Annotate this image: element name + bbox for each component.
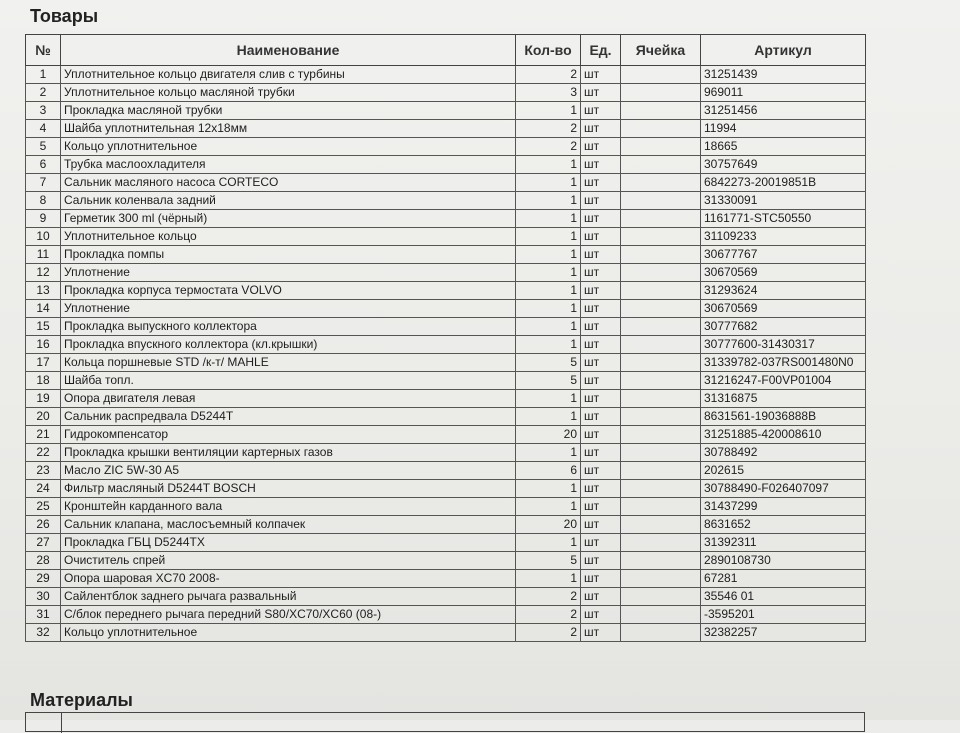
row-num: 19 xyxy=(26,390,61,408)
row-name: Фильтр масляный D5244T BOSCH xyxy=(61,480,516,498)
row-article: 31339782-037RS001480N0 xyxy=(701,354,866,372)
table-row xyxy=(26,390,866,408)
row-qty: 5 xyxy=(516,552,581,570)
row-unit: шт xyxy=(581,120,621,138)
row-article: 30677767 xyxy=(701,246,866,264)
row-unit: шт xyxy=(581,372,621,390)
row-article: -3595201 xyxy=(701,606,866,624)
row-unit: шт xyxy=(581,498,621,516)
row-num: 21 xyxy=(26,426,61,444)
row-unit: шт xyxy=(581,588,621,606)
row-qty: 5 xyxy=(516,354,581,372)
row-cell xyxy=(621,264,701,282)
row-unit: шт xyxy=(581,228,621,246)
row-unit: шт xyxy=(581,210,621,228)
row-name: Прокладка впускного коллектора (кл.крышки) xyxy=(61,336,516,354)
row-article: 31437299 xyxy=(701,498,866,516)
table-row xyxy=(26,210,866,228)
row-qty: 1 xyxy=(516,156,581,174)
table-row xyxy=(26,282,866,300)
row-num: 26 xyxy=(26,516,61,534)
row-qty: 6 xyxy=(516,462,581,480)
row-qty: 2 xyxy=(516,66,581,84)
row-num: 25 xyxy=(26,498,61,516)
table-row xyxy=(26,336,866,354)
row-cell xyxy=(621,552,701,570)
row-num: 27 xyxy=(26,534,61,552)
row-article: 67281 xyxy=(701,570,866,588)
table-row xyxy=(26,498,866,516)
row-article: 31293624 xyxy=(701,282,866,300)
row-unit: шт xyxy=(581,138,621,156)
row-num: 32 xyxy=(26,624,61,642)
row-article: 31251885-420008610 xyxy=(701,426,866,444)
row-article: 31330091 xyxy=(701,192,866,210)
row-article: 35546 01 xyxy=(701,588,866,606)
row-cell xyxy=(621,174,701,192)
row-num: 1 xyxy=(26,66,61,84)
table-row xyxy=(26,444,866,462)
row-cell xyxy=(621,498,701,516)
row-unit: шт xyxy=(581,390,621,408)
row-cell xyxy=(621,354,701,372)
table-row xyxy=(26,300,866,318)
row-qty: 1 xyxy=(516,570,581,588)
row-article: 30777682 xyxy=(701,318,866,336)
row-cell xyxy=(621,66,701,84)
row-name: Уплотнение xyxy=(61,300,516,318)
table-row xyxy=(26,246,866,264)
row-name: Прокладка выпускного коллектора xyxy=(61,318,516,336)
row-num: 20 xyxy=(26,408,61,426)
row-name: Сальник коленвала задний xyxy=(61,192,516,210)
row-name: Уплотнительное кольцо xyxy=(61,228,516,246)
row-cell xyxy=(621,318,701,336)
table-row xyxy=(26,120,866,138)
row-qty: 20 xyxy=(516,426,581,444)
row-cell xyxy=(621,336,701,354)
row-num: 4 xyxy=(26,120,61,138)
row-name: Прокладка ГБЦ D5244TX xyxy=(61,534,516,552)
row-name: Кронштейн карданного вала xyxy=(61,498,516,516)
row-unit: шт xyxy=(581,354,621,372)
row-unit: шт xyxy=(581,102,621,120)
table-row xyxy=(26,426,866,444)
row-cell xyxy=(621,120,701,138)
table-row xyxy=(26,84,866,102)
row-num: 8 xyxy=(26,192,61,210)
row-unit: шт xyxy=(581,408,621,426)
header-unit: Ед. xyxy=(581,35,621,66)
table-row xyxy=(26,480,866,498)
row-name: Сайлентблок заднего рычага развальный xyxy=(61,588,516,606)
row-article: 32382257 xyxy=(701,624,866,642)
row-num: 3 xyxy=(26,102,61,120)
row-qty: 1 xyxy=(516,444,581,462)
table-row xyxy=(26,588,866,606)
row-cell xyxy=(621,246,701,264)
table-row xyxy=(26,192,866,210)
row-cell xyxy=(621,192,701,210)
row-cell xyxy=(621,408,701,426)
row-name: Гидрокомпенсатор xyxy=(61,426,516,444)
row-qty: 2 xyxy=(516,138,581,156)
row-num: 18 xyxy=(26,372,61,390)
row-num: 13 xyxy=(26,282,61,300)
row-name: Масло ZIC 5W-30 A5 xyxy=(61,462,516,480)
row-article: 30670569 xyxy=(701,264,866,282)
row-qty: 1 xyxy=(516,480,581,498)
row-article: 2890108730 xyxy=(701,552,866,570)
goods-table xyxy=(25,34,866,642)
row-num: 24 xyxy=(26,480,61,498)
header-article: Артикул xyxy=(701,35,866,66)
row-name: Кольца поршневые STD /к-т/ MAHLE xyxy=(61,354,516,372)
row-cell xyxy=(621,570,701,588)
row-qty: 2 xyxy=(516,606,581,624)
row-qty: 5 xyxy=(516,372,581,390)
row-article: 30788490-F026407097 xyxy=(701,480,866,498)
row-cell xyxy=(621,444,701,462)
table-row xyxy=(26,606,866,624)
row-name: Трубка маслоохладителя xyxy=(61,156,516,174)
row-name: Кольцо уплотнительное xyxy=(61,624,516,642)
row-num: 30 xyxy=(26,588,61,606)
row-cell xyxy=(621,156,701,174)
row-name: С/блок переднего рычага передний S80/XC70/XC60 (08-) xyxy=(61,606,516,624)
table-row xyxy=(26,138,866,156)
row-article: 18665 xyxy=(701,138,866,156)
row-num: 29 xyxy=(26,570,61,588)
row-unit: шт xyxy=(581,480,621,498)
row-unit: шт xyxy=(581,282,621,300)
row-qty: 2 xyxy=(516,588,581,606)
row-unit: шт xyxy=(581,570,621,588)
table-row xyxy=(26,66,866,84)
table-row xyxy=(26,372,866,390)
row-num: 6 xyxy=(26,156,61,174)
row-article: 31251456 xyxy=(701,102,866,120)
row-unit: шт xyxy=(581,462,621,480)
goods-table-body xyxy=(26,66,866,642)
row-article: 11994 xyxy=(701,120,866,138)
table-row xyxy=(26,174,866,192)
row-qty: 3 xyxy=(516,84,581,102)
table-row xyxy=(26,264,866,282)
header-cell: Ячейка xyxy=(621,35,701,66)
row-qty: 1 xyxy=(516,534,581,552)
row-name: Прокладка корпуса термостата VOLVO xyxy=(61,282,516,300)
table-row xyxy=(26,318,866,336)
header-num: № xyxy=(26,35,61,66)
row-qty: 1 xyxy=(516,264,581,282)
row-name: Уплотнение xyxy=(61,264,516,282)
row-name: Шайба топл. xyxy=(61,372,516,390)
row-name: Прокладка масляной трубки xyxy=(61,102,516,120)
materials-section-title: Материалы xyxy=(30,690,133,710)
row-cell xyxy=(621,228,701,246)
row-article: 969011 xyxy=(701,84,866,102)
row-num: 7 xyxy=(26,174,61,192)
row-qty: 1 xyxy=(516,408,581,426)
row-num: 14 xyxy=(26,300,61,318)
row-num: 23 xyxy=(26,462,61,480)
row-qty: 1 xyxy=(516,318,581,336)
row-unit: шт xyxy=(581,318,621,336)
row-qty: 1 xyxy=(516,336,581,354)
row-qty: 2 xyxy=(516,624,581,642)
row-cell xyxy=(621,390,701,408)
row-article: 31216247-F00VP01004 xyxy=(701,372,866,390)
row-cell xyxy=(621,534,701,552)
row-unit: шт xyxy=(581,624,621,642)
row-cell xyxy=(621,372,701,390)
table-row xyxy=(26,552,866,570)
goods-section-title: Товары xyxy=(30,6,99,26)
row-unit: шт xyxy=(581,606,621,624)
row-cell xyxy=(621,300,701,318)
table-row xyxy=(26,570,866,588)
table-row xyxy=(26,156,866,174)
row-cell xyxy=(621,516,701,534)
row-article: 31251439 xyxy=(701,66,866,84)
row-article: 1161771-STC50550 xyxy=(701,210,866,228)
row-unit: шт xyxy=(581,516,621,534)
row-num: 15 xyxy=(26,318,61,336)
materials-table xyxy=(25,712,865,732)
row-qty: 1 xyxy=(516,390,581,408)
row-num: 2 xyxy=(26,84,61,102)
row-name: Уплотнительное кольцо масляной трубки xyxy=(61,84,516,102)
row-qty: 1 xyxy=(516,174,581,192)
row-name: Опора шаровая XC70 2008- xyxy=(61,570,516,588)
row-cell xyxy=(621,210,701,228)
row-num: 16 xyxy=(26,336,61,354)
row-article: 8631652 xyxy=(701,516,866,534)
row-name: Уплотнительное кольцо двигателя слив с турбины xyxy=(61,66,516,84)
row-name: Прокладка крышки вентиляции картерных газов xyxy=(61,444,516,462)
row-qty: 1 xyxy=(516,282,581,300)
row-unit: шт xyxy=(581,174,621,192)
row-article: 202615 xyxy=(701,462,866,480)
row-article: 31109233 xyxy=(701,228,866,246)
row-article: 6842273-20019851B xyxy=(701,174,866,192)
table-row xyxy=(26,516,866,534)
row-qty: 1 xyxy=(516,300,581,318)
row-num: 17 xyxy=(26,354,61,372)
row-cell xyxy=(621,624,701,642)
row-num: 10 xyxy=(26,228,61,246)
row-qty: 1 xyxy=(516,102,581,120)
row-qty: 1 xyxy=(516,498,581,516)
table-row xyxy=(26,102,866,120)
row-qty: 1 xyxy=(516,192,581,210)
row-num: 28 xyxy=(26,552,61,570)
row-article: 30788492 xyxy=(701,444,866,462)
row-name: Шайба уплотнительная 12х18мм xyxy=(61,120,516,138)
row-name: Прокладка помпы xyxy=(61,246,516,264)
row-unit: шт xyxy=(581,84,621,102)
row-unit: шт xyxy=(581,426,621,444)
row-unit: шт xyxy=(581,66,621,84)
row-unit: шт xyxy=(581,192,621,210)
materials-table-divider xyxy=(61,713,62,733)
row-unit: шт xyxy=(581,534,621,552)
row-cell xyxy=(621,84,701,102)
row-num: 31 xyxy=(26,606,61,624)
row-unit: шт xyxy=(581,264,621,282)
row-name: Опора двигателя левая xyxy=(61,390,516,408)
row-cell xyxy=(621,588,701,606)
table-header-row xyxy=(26,35,866,66)
row-name: Очиститель спрей xyxy=(61,552,516,570)
row-article: 8631561-19036888B xyxy=(701,408,866,426)
row-qty: 1 xyxy=(516,210,581,228)
table-row xyxy=(26,354,866,372)
row-qty: 2 xyxy=(516,120,581,138)
row-name: Герметик 300 ml (чёрный) xyxy=(61,210,516,228)
row-article: 30670569 xyxy=(701,300,866,318)
row-unit: шт xyxy=(581,552,621,570)
row-cell xyxy=(621,426,701,444)
header-name: Наименование xyxy=(61,35,516,66)
row-article: 30777600-31430317 xyxy=(701,336,866,354)
row-unit: шт xyxy=(581,156,621,174)
row-qty: 1 xyxy=(516,246,581,264)
row-name: Сальник масляного насоса CORTECO xyxy=(61,174,516,192)
row-unit: шт xyxy=(581,336,621,354)
row-cell xyxy=(621,606,701,624)
row-name: Сальник клапана, маслосъемный колпачек xyxy=(61,516,516,534)
row-name: Сальник распредвала D5244T xyxy=(61,408,516,426)
row-article: 31392311 xyxy=(701,534,866,552)
row-unit: шт xyxy=(581,246,621,264)
table-row xyxy=(26,624,866,642)
row-num: 11 xyxy=(26,246,61,264)
row-qty: 20 xyxy=(516,516,581,534)
table-row xyxy=(26,534,866,552)
row-num: 22 xyxy=(26,444,61,462)
table-row xyxy=(26,228,866,246)
row-article: 30757649 xyxy=(701,156,866,174)
row-num: 9 xyxy=(26,210,61,228)
row-cell xyxy=(621,138,701,156)
header-qty: Кол-во xyxy=(516,35,581,66)
row-cell xyxy=(621,462,701,480)
row-qty: 1 xyxy=(516,228,581,246)
row-cell xyxy=(621,480,701,498)
row-num: 5 xyxy=(26,138,61,156)
row-cell xyxy=(621,102,701,120)
row-unit: шт xyxy=(581,444,621,462)
row-cell xyxy=(621,282,701,300)
table-row xyxy=(26,462,866,480)
row-unit: шт xyxy=(581,300,621,318)
row-name: Кольцо уплотнительное xyxy=(61,138,516,156)
table-row xyxy=(26,408,866,426)
row-num: 12 xyxy=(26,264,61,282)
row-article: 31316875 xyxy=(701,390,866,408)
